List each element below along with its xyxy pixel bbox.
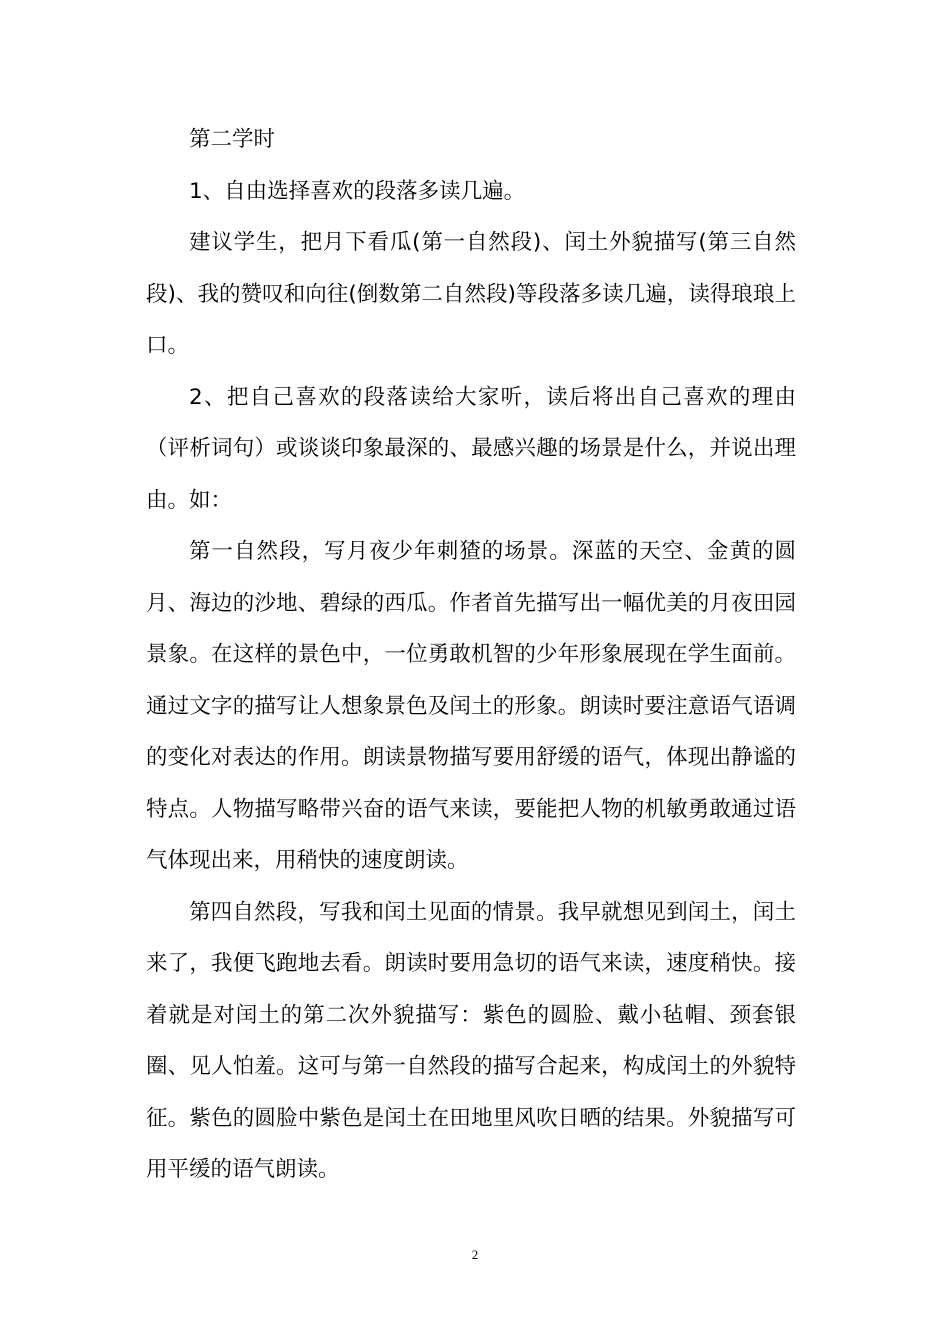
section-heading: 第二学时 bbox=[189, 127, 276, 152]
paragraph-suggestion: 建议学生，把月下看瓜(第一自然段)、闰土外貌描写(第三自然段)、我的赞叹和向往(倒数第二自然段)等段落多读几遍，读得琅琅上口。 bbox=[146, 230, 796, 358]
paragraph-first-section-analysis: 第一自然段，写月夜少年刺猹的场景。深蓝的天空、金黄的圆月、海边的沙地、碧绿的西瓜。作者首先描写出一幅优美的月夜田园景象。在这样的景色中，一位勇敢机智的少年形象展现在学生面前。通过文字的描写让人想象景色及闰土的形象。朗读时要注意语气语调的变化对表达的作用。朗读景物描写要用舒缓的语气，体现出静谧的特点。人物描写略带兴奋的语气来读，要能把人物的机敏勇敢通过语气体现出来，用稍快的速度朗读。 bbox=[146, 539, 796, 873]
document-body bbox=[146, 114, 796, 1196]
paragraph-step-2: 2、把自己喜欢的段落读给大家听，读后将出自己喜欢的理由（评析词句）或谈谈印象最深的、最感兴趣的场景是什么，并说出理由。如： bbox=[146, 384, 796, 513]
page-number: 2 bbox=[471, 1247, 479, 1262]
paragraph-fourth-section-analysis: 第四自然段，写我和闰土见面的情景。我早就想见到闰土，闰土来了，我便飞跑地去看。朗读时要用急切的语气来读，速度稍快。接着就是对闰土的第二次外貌描写：紫色的圆脸、戴小毡帽、颈套银圈、见人怕羞。这可与第一自然段的描写合起来，构成闰土的外貌特征。紫色的圆脸中紫色是闰土在田地里风吹日晒的结果。外貌描写可用平缓的语气朗读。 bbox=[146, 899, 796, 1182]
paragraph-step-1: 1、自由选择喜欢的段落多读几遍。 bbox=[189, 178, 526, 204]
